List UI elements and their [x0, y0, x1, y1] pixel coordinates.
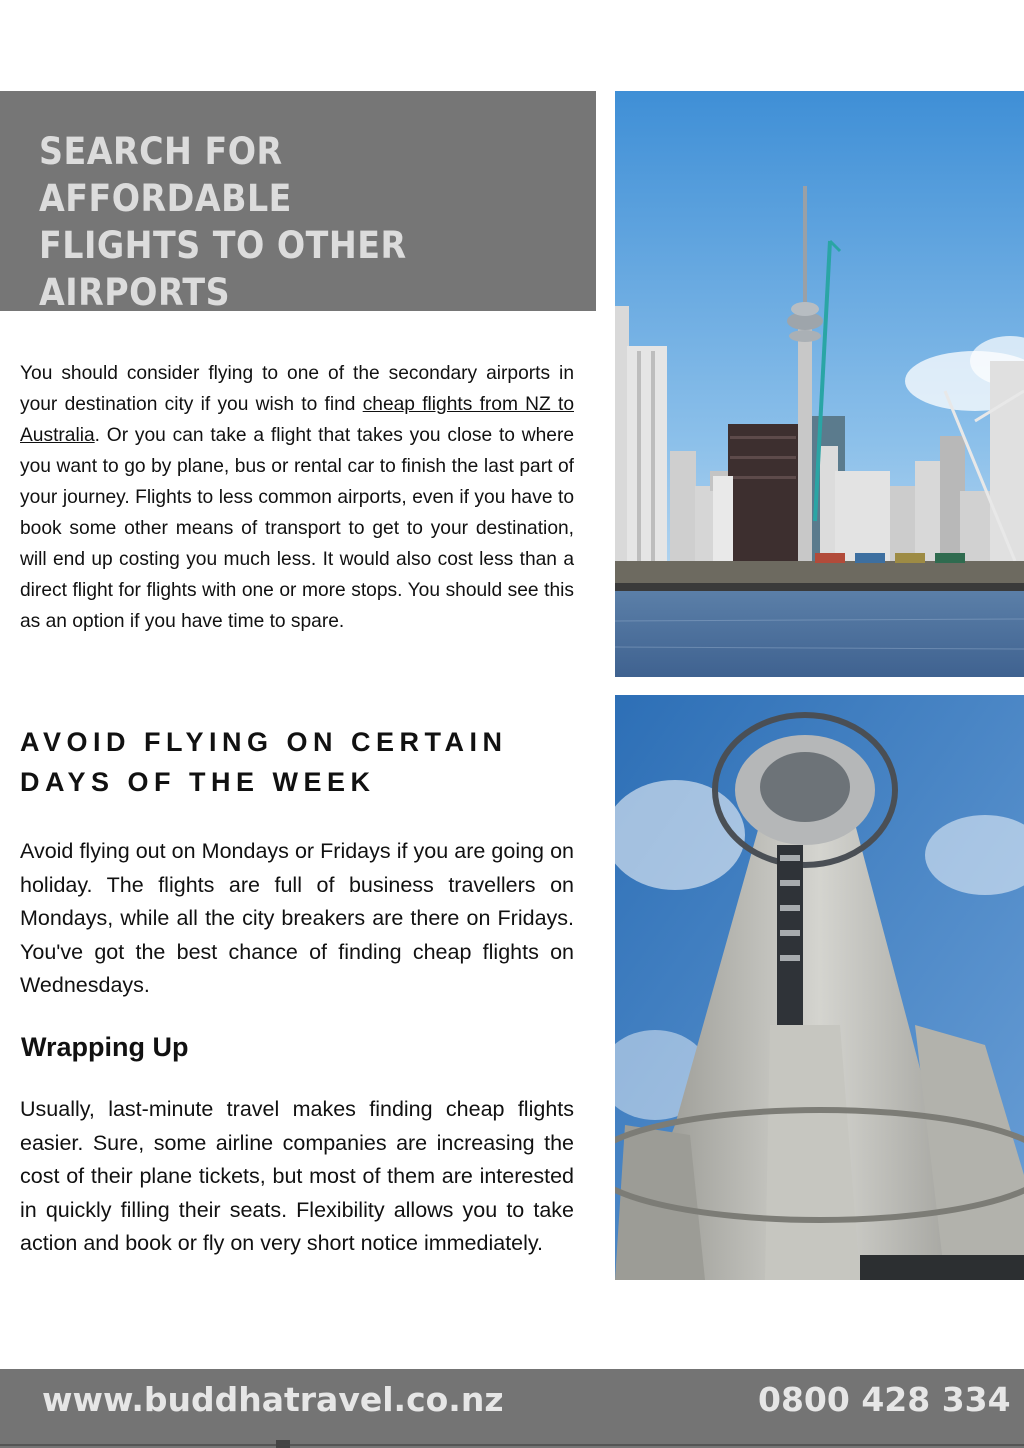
- avoid-days-paragraph: Avoid flying out on Mondays or Fridays if you are going on holiday. The flights are full of business travellers on Mondays, while all the city breakers are there on Fridays. You've got the best chance of finding cheap flights on Wednesdays.: [20, 839, 574, 997]
- phone-number[interactable]: 0800 428 334: [758, 1380, 1011, 1419]
- cheap-flights-link[interactable]: cheap flights from NZ to Australia: [20, 394, 574, 446]
- intro-text-start: You should consider flying to one of the secondary airports in your destination city if you wish to find: [20, 363, 574, 415]
- footer-divider: [0, 1444, 1024, 1446]
- wrapping-up-heading: Wrapping Up: [21, 1032, 189, 1062]
- wrapping-up-paragraph: Usually, last-minute travel makes finding cheap flights easier. Sure, some airline companies are increasing the cost of their plane tickets, but most of them are interested in quickly filling their seats. Flexibility allows you to take action and book or fly on very short notice immediately.: [20, 1097, 574, 1255]
- title-line-3: AIRPORTS: [39, 271, 231, 314]
- intro-paragraph: [20, 358, 574, 637]
- avoid-days-heading: [20, 722, 580, 802]
- avoid-days-heading-line-2: DAYS OF THE WEEK: [20, 767, 376, 797]
- title-line-2: FLIGHTS TO OTHER: [39, 224, 407, 267]
- footer-marker: [276, 1440, 290, 1448]
- city-skyline-icon: [615, 91, 1024, 677]
- title-line-1: SEARCH FOR AFFORDABLE: [39, 130, 292, 220]
- intro-text-end: . Or you can take a flight that takes you close to where you want to go by plane, bus or rental car to finish the last part of your journey. Flights to less common airports, even if you have to book some other means of transport to get to your destination, will end up costing you much less. It would also cost less than a direct flight for flights with one or more stops. You should see this as an option if you have time to spare.: [20, 425, 574, 632]
- sky-tower-icon: [615, 695, 1024, 1280]
- avoid-days-heading-line-1: AVOID FLYING ON CERTAIN: [20, 727, 508, 757]
- page-title: [39, 128, 479, 316]
- sky-tower-photo: [615, 695, 1024, 1280]
- website-link[interactable]: www.buddhatravel.co.nz: [42, 1380, 504, 1419]
- city-skyline-photo: [615, 91, 1024, 677]
